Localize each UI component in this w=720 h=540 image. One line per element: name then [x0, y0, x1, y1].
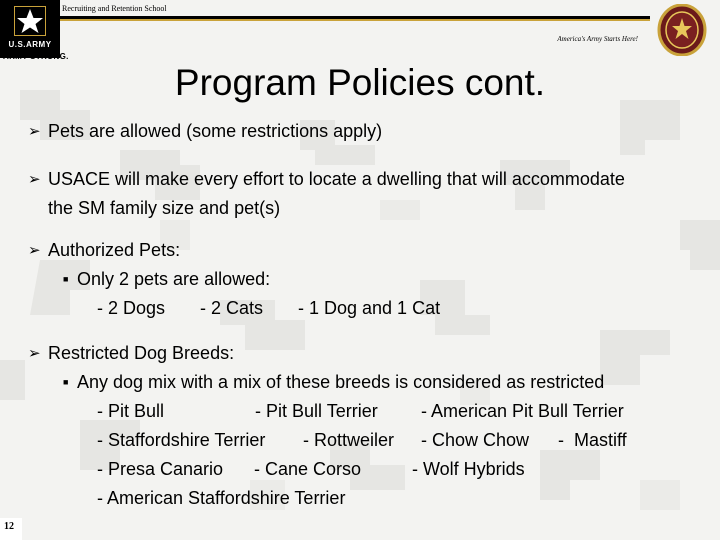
breed-staffordshire-terrier: - Staffordshire Terrier	[97, 430, 266, 450]
bullet-usace-line2: the SM family size and pet(s)	[48, 198, 281, 218]
breed-rottweiler: - Rottweiler	[303, 430, 395, 450]
arrow-bullet-icon: ➢	[28, 123, 41, 140]
breed-chow-chow: - Chow Chow	[421, 430, 530, 450]
sub-bullet-two-pets: Only 2 pets are allowed:	[77, 269, 271, 289]
army-strong-label: ARMY STRONG.	[3, 52, 69, 61]
bullet-restricted-breeds: Restricted Dog Breeds:	[48, 343, 235, 363]
school-name: Recruiting and Retention School	[62, 4, 167, 13]
square-bullet-icon: ■	[63, 274, 69, 284]
breed-american-staffordshire-terrier: - American Staffordshire Terrier	[97, 488, 346, 508]
arrow-bullet-icon: ➢	[28, 242, 41, 259]
breed-mastiff: - Mastiff	[558, 430, 627, 450]
page-number: 12	[4, 521, 14, 532]
pet-option-dogs: - 2 Dogs	[97, 298, 166, 318]
bullet-pets-allowed: Pets are allowed (some restrictions apply)	[48, 121, 383, 141]
breed-pit-bull: - Pit Bull	[97, 401, 165, 421]
breed-wolf-hybrids: - Wolf Hybrids	[412, 459, 525, 479]
bullet-usace-line1: USACE will make every effort to locate a dwelling that will accommodate	[48, 169, 625, 189]
pet-option-cats: - 2 Cats	[200, 298, 264, 318]
logo-text: U.S.ARMY	[8, 40, 52, 49]
arrow-bullet-icon: ➢	[28, 171, 41, 188]
sub-bullet-breed-mix: Any dog mix with a mix of these breeds is considered as restricted	[77, 372, 605, 392]
square-bullet-icon: ■	[63, 377, 69, 387]
bullet-authorized-pets: Authorized Pets:	[48, 240, 181, 260]
breed-american-pit-bull-terrier: - American Pit Bull Terrier	[421, 401, 624, 421]
slide-title: Program Policies cont.	[174, 62, 546, 103]
arrow-bullet-icon: ➢	[28, 345, 41, 362]
breed-cane-corso: - Cane Corso	[254, 459, 362, 479]
tagline: America's Army Starts Here!	[557, 35, 638, 43]
breed-pit-bull-terrier: - Pit Bull Terrier	[255, 401, 378, 421]
breed-presa-canario: - Presa Canario	[97, 459, 224, 479]
pet-option-mixed: - 1 Dog and 1 Cat	[298, 298, 441, 318]
